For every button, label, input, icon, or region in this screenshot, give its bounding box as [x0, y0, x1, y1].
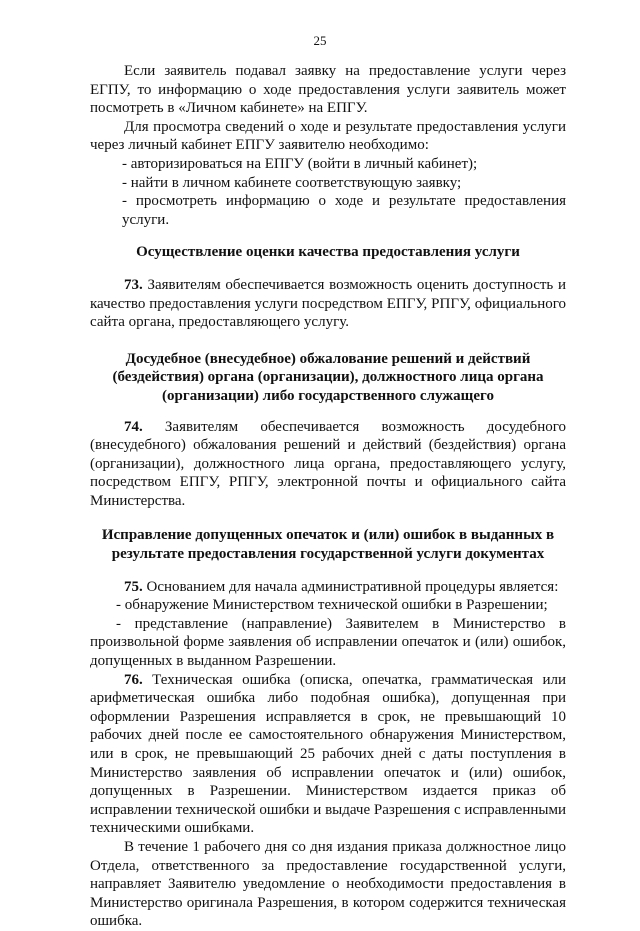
paragraph-number: 73.	[124, 276, 143, 293]
paragraph-74	[90, 418, 566, 511]
list-item: - просмотреть информацию о ходе и результате предоставления услуги.	[122, 193, 566, 228]
paragraph-text: Заявителям обеспечивается возможность досудебного (внесудебного) обжалования решений и действий (бездействия) органа (организации), должностного лица органа, предоставляющего услугу, посредством ЕПГУ, РПГУ, электронной почты и официального сайта Министерства.	[90, 418, 566, 509]
list-item: - представление (направление) Заявителем в Министерство в произвольной форме заявления об исправлении опечаток и (или) ошибок, допущенных в выданном Разрешении.	[90, 615, 566, 670]
page-number: 25	[313, 33, 327, 48]
paragraph-text: Заявителям обеспечивается возможность оценить доступность и качество предоставления услуги посредством ЕПГУ, РПГУ, официального сайта органа, предоставляющего услугу.	[90, 276, 566, 331]
section-heading-corrections: Исправление допущенных опечаток и (или) ошибок в выданных в результате предоставления государственной услуги документах	[101, 527, 555, 563]
paragraph-73	[90, 276, 566, 332]
paragraph-number: 75.	[124, 578, 143, 595]
paragraph-75	[90, 578, 566, 597]
paragraph-text: Техническая ошибка (описка, опечатка, грамматическая или арифметическая ошибка либо подобная ошибка), допущенная при оформлении Разрешения исправляется в срок, не превышающий 10 рабочих дней после ее самостоятельного обнаружения Министерством, или в срок, не превышающий 25 рабочих дней с даты поступления в Министерство заявления об исправлении опечаток и (или) ошибок, допущенных в Разрешении. Министерством издается приказ об исправлении технической ошибки и выдаче Разрешения с исправленными техническими ошибками.	[90, 671, 566, 837]
paragraph-number: 76.	[124, 671, 143, 688]
document-body	[90, 62, 566, 931]
paragraph-number: 74.	[124, 418, 143, 435]
paragraph-76	[90, 671, 566, 838]
section-heading-quality: Осуществление оценки качества предоставления услуги	[136, 244, 520, 261]
list-item: - авторизироваться на ЕПГУ (войти в личный кабинет);	[122, 155, 478, 172]
section-heading-appeal: Досудебное (внесудебное) обжалование решений и действий (бездействия) органа (организации), должностного лица органа (организации) либо государственного служащего	[112, 350, 544, 404]
paragraph-lk-instructions: Для просмотра сведений о ходе и результате предоставления услуги через личный кабинет ЕПГУ заявителю необходимо:	[90, 118, 566, 154]
paragraph-epgu-info: Если заявитель подавал заявку на предоставление услуги через ЕГПУ, то информацию о ходе предоставления услуги заявитель может посмотреть в «Личном кабинете» на ЕПГУ.	[90, 63, 566, 117]
paragraph-notification: В течение 1 рабочего дня со дня издания приказа должностное лицо Отдела, ответственного за предоставление государственной услуги, направляет Заявителю уведомление о необходимости предоставления в Министерство оригинала Разрешения, в котором содержится техническая ошибка.	[90, 838, 566, 930]
list-item: - обнаружение Министерством технической ошибки в Разрешении;	[116, 597, 548, 614]
list-item: - найти в личном кабинете соответствующую заявку;	[122, 174, 462, 191]
paragraph-text: Основанием для начала административной процедуры является:	[142, 578, 559, 595]
